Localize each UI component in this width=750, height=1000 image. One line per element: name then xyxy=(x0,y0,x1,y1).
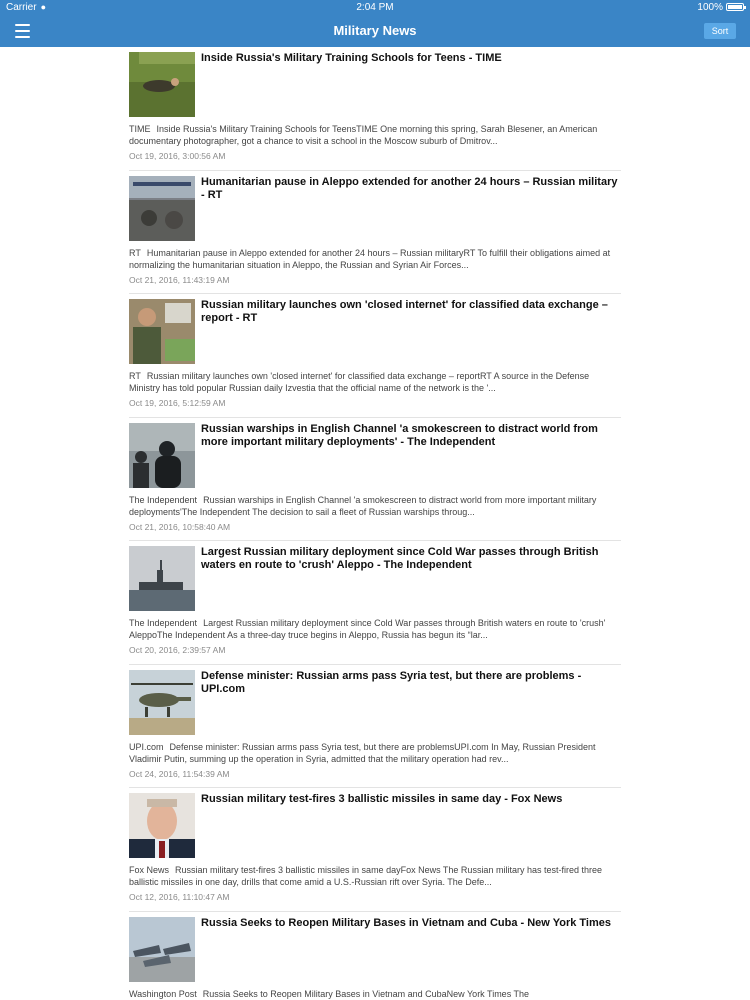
article-snippet: Russian military test-fires 3 ballistic missiles in same dayFox News The Russian military has test-fired three ballistic missiles in one day, drills that come amid a U.S.-Russian rift over Syria. The Defe... xyxy=(129,865,602,887)
article-snippet: Russian warships in English Channel 'a smokescreen to distract world from more important military deployments'The Independent The decision to sail a fleet of Russian warships throug... xyxy=(129,494,597,517)
article-date: Oct 21, 2016, 11:43:19 AM xyxy=(129,274,230,285)
article-summary xyxy=(129,617,621,641)
article-source: RT xyxy=(129,371,141,381)
article-source: The Independent xyxy=(129,618,198,628)
article-thumbnail[interactable] xyxy=(129,546,195,611)
article-date: Oct 20, 2016, 2:39:57 AM xyxy=(129,645,226,655)
article-item[interactable] xyxy=(129,171,621,295)
article-thumbnail[interactable] xyxy=(129,917,195,982)
article-item[interactable] xyxy=(129,418,621,542)
article-thumbnail[interactable] xyxy=(129,793,195,858)
article-item[interactable] xyxy=(129,665,621,789)
article-date: Oct 12, 2016, 11:10:47 AM xyxy=(129,892,230,902)
article-snippet: Russian military launches own 'closed internet' for classified data exchange – reportRT A source in the Defense Ministry has told popular Russian daily Izvestia that the official name of the network is the '... xyxy=(129,371,590,393)
article-summary xyxy=(129,864,621,888)
article-item[interactable] xyxy=(129,788,621,912)
status-time: 2:04 PM xyxy=(356,2,394,13)
article-thumbnail[interactable] xyxy=(129,176,195,241)
article-item[interactable] xyxy=(129,541,621,665)
article-summary xyxy=(129,494,621,518)
article-date: Oct 19, 2016, 5:12:59 AM xyxy=(129,398,226,408)
article-snippet: Inside Russia's Military Training Schools for TeensTIME One morning this spring, Sarah Blesener, an American documentary photographer, got a chance to visit a school in the Moscow suburb of Dmitrov... xyxy=(129,124,598,146)
article-snippet: Defense minister: Russian arms pass Syria test, but there are problemsUPI.com In May, Russian President Vladimir Putin, summing up the operation in Syria, admitted that the military operation had rev... xyxy=(129,741,596,764)
article-thumbnail[interactable] xyxy=(129,52,195,117)
article-snippet: Russia Seeks to Reopen Military Bases in Vietnam and CubaNew York Times The xyxy=(202,988,530,999)
article-title[interactable]: Russia Seeks to Reopen Military Bases in Vietnam and Cuba - New York Times xyxy=(201,916,611,929)
article-source: RT xyxy=(129,247,141,258)
article-item[interactable] xyxy=(129,47,621,171)
article-date: Oct 19, 2016, 3:00:56 AM xyxy=(129,151,226,161)
article-summary xyxy=(129,247,621,271)
article-title[interactable]: Russian military test-fires 3 ballistic missiles in same day - Fox News xyxy=(201,793,563,805)
article-title[interactable]: Defense minister: Russian arms pass Syria test, but there are problems - UPI.com xyxy=(201,669,582,695)
article-title[interactable]: Russian military launches own 'closed internet' for classified data exchange – report - RT xyxy=(201,299,608,324)
article-title[interactable]: Inside Russia's Military Training Schools for Teens - TIME xyxy=(201,52,502,64)
article-title[interactable]: Russian warships in English Channel 'a smokescreen to distract world from more important military deployments' - The Independent xyxy=(201,422,598,448)
article-thumbnail[interactable] xyxy=(129,299,195,364)
news-feed xyxy=(129,47,621,1000)
article-source: The Independent xyxy=(129,494,198,505)
carrier-text: Carrier xyxy=(6,2,37,13)
article-summary xyxy=(129,370,621,394)
article-source: Washington Post xyxy=(129,988,197,999)
article-summary xyxy=(129,741,621,765)
article-date: Oct 21, 2016, 10:58:40 AM xyxy=(129,521,231,532)
article-item[interactable] xyxy=(129,294,621,418)
article-summary xyxy=(129,123,621,147)
status-bar xyxy=(0,0,750,16)
article-source: Fox News xyxy=(129,865,170,875)
article-thumbnail[interactable] xyxy=(129,423,195,488)
page-title: Military News xyxy=(333,23,417,38)
article-item[interactable] xyxy=(129,912,621,1000)
article-summary xyxy=(129,988,621,1000)
article-title[interactable]: Humanitarian pause in Aleppo extended for another 24 hours – Russian military - RT xyxy=(201,175,618,201)
article-source: UPI.com xyxy=(129,741,164,752)
article-snippet: Humanitarian pause in Aleppo extended for another 24 hours – Russian militaryRT To fulfill their obligations aimed at normalizing the humanitarian situation in Aleppo, the Russian and Syrian Air Forces... xyxy=(129,247,611,270)
battery-indicator xyxy=(697,2,744,13)
battery-icon xyxy=(726,3,744,11)
article-source: TIME xyxy=(129,124,151,134)
article-title[interactable]: Largest Russian military deployment since Cold War passes through British waters en route to 'crush' Aleppo - The Independent xyxy=(201,546,599,571)
wifi-icon: ● xyxy=(40,2,46,12)
article-thumbnail[interactable] xyxy=(129,670,195,735)
article-snippet: Largest Russian military deployment since Cold War passes through British waters en route to 'crush' AleppoThe Independent As a three-day truce begins in Aleppo, Russia has begun its “lar... xyxy=(129,618,606,640)
sort-button[interactable]: Sort xyxy=(704,23,736,39)
nav-bar xyxy=(0,16,750,47)
battery-percent: 100% xyxy=(697,2,723,13)
article-date: Oct 24, 2016, 11:54:39 AM xyxy=(129,768,230,779)
